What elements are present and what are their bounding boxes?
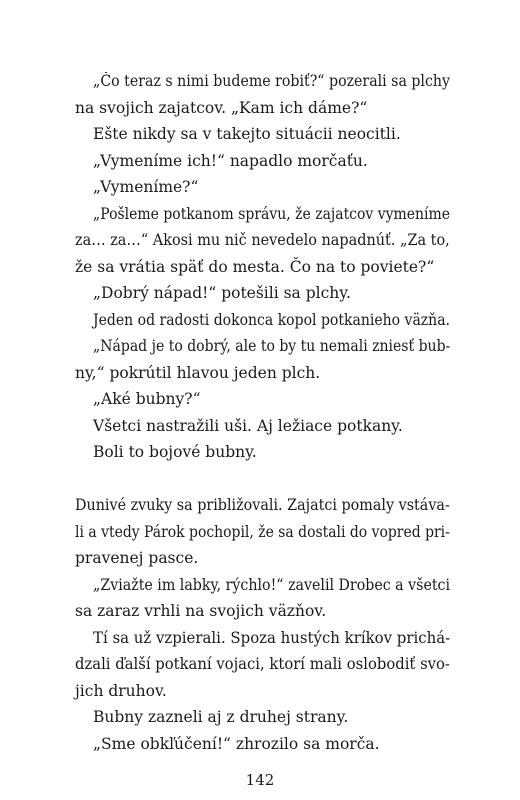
text-line: li a vtedy Párok pochopil, že sa dostali do vopred pri- [75, 523, 450, 541]
text-line: Dunivé zvuky sa približovali. Zajatci pomaly vstáva- [75, 496, 450, 514]
page-number: 142 [245, 771, 275, 789]
text-line: „Vymeníme?“ [93, 178, 199, 196]
text-line: „Vymeníme ich!“ napadlo morčaťu. [93, 152, 368, 170]
text-line: dzali ďalší potkaní vojaci, ktorí mali oslobodiť svo- [75, 655, 450, 673]
text-line: za… za…“ Akosi mu nič nevedelo napadnúť. „Za to, [75, 231, 450, 249]
text-line: „Sme obkľúčení!“ zhrozilo sa morča. [93, 735, 380, 753]
text-line: „Pošleme potkanom správu, že zajatcov vymeníme [93, 205, 451, 223]
text-line: Ešte nikdy sa v takejto situácii neocitli. [93, 125, 401, 143]
text-line: „Nápad je to dobrý, ale to by tu nemali zniesť bub- [93, 337, 451, 355]
text-line: Jeden od radosti dokonca kopol potkanieho väzňa. [93, 311, 451, 329]
text-line: že sa vrátia späť do mesta. Čo na to poviete?“ [75, 258, 435, 276]
text-line: sa zaraz vrhli na svojich väzňov. [75, 602, 327, 620]
text-line: Bubny zazneli aj z druhej strany. [93, 708, 349, 726]
text-line: „Aké bubny?“ [93, 390, 201, 408]
text-line: Všetci nastražili uši. Aj ležiace potkany. [93, 417, 403, 435]
text-line: Tí sa už vzpierali. Spoza hustých kríkov prichá- [93, 629, 451, 647]
text-line: na svojich zajatcov. „Kam ich dáme?“ [75, 99, 368, 117]
text-line: „Dobrý nápad!“ potešili sa plchy. [93, 284, 351, 302]
text-line: pravenej pasce. [75, 549, 199, 567]
text-line: ny,“ pokrútil hlavou jeden plch. [75, 364, 321, 382]
text-line: Boli to bojové bubny. [93, 443, 257, 461]
text-line: „Zviažte im labky, rýchlo!“ zavelil Drobec a všetci [93, 576, 451, 594]
text-line: jich druhov. [75, 682, 167, 700]
text-line: „Čo teraz s nimi budeme robiť?“ pozerali sa plchy [93, 72, 450, 90]
